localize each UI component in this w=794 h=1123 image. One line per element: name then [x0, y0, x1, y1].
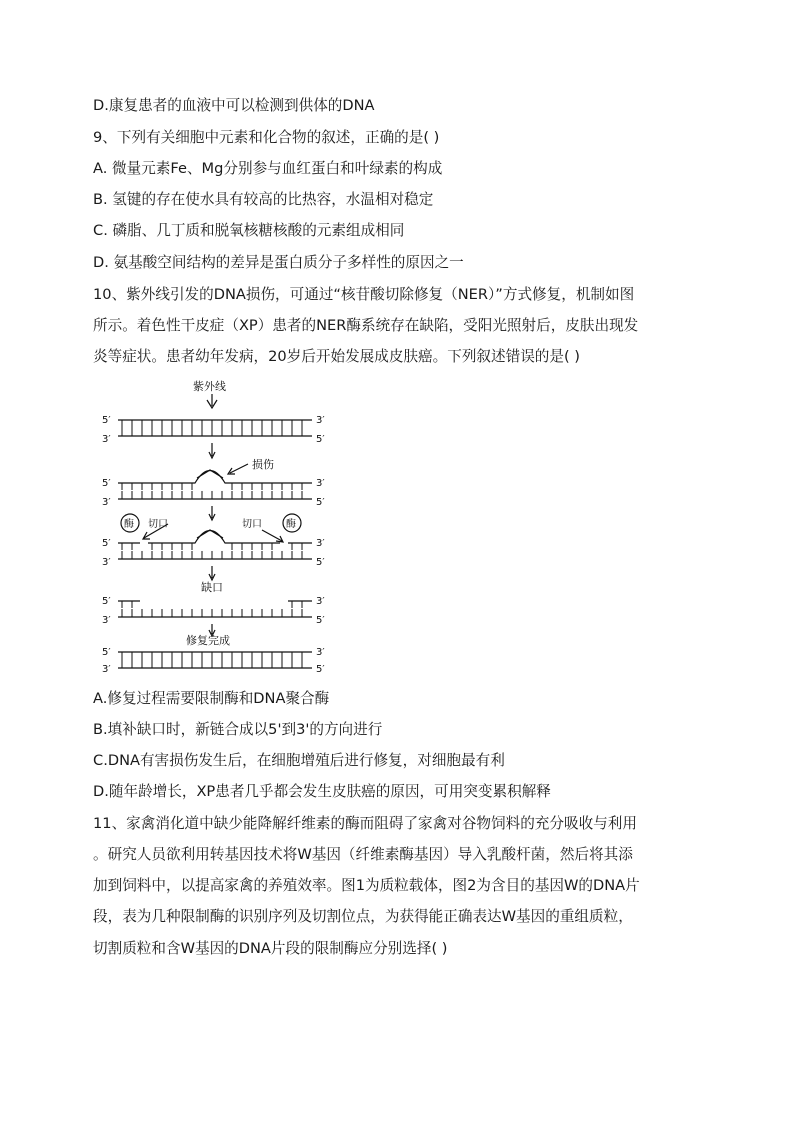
- end-3-label: 3′: [102, 497, 111, 508]
- q9-option-b: B. 氢键的存在使水具有较高的比热容，水温相对稳定: [93, 191, 434, 208]
- end-5-label: 5′: [102, 596, 111, 607]
- ner-repair-diagram: [100, 378, 340, 678]
- q10-stem-line-2: 所示。着色性干皮症（XP）患者的NER酶系统存在缺陷，受阳光照射后，皮肤出现发: [93, 317, 639, 334]
- end-5-label: 5′: [316, 664, 325, 675]
- pointer-arrow-icon: [228, 464, 248, 474]
- q9-stem: 9、下列有关细胞中元素和化合物的叙述，正确的是( ): [93, 129, 440, 146]
- end-5-label: 5′: [102, 647, 111, 658]
- enzyme-label: 酶: [124, 519, 134, 530]
- end-3-label: 3′: [316, 596, 325, 607]
- end-3-label: 3′: [316, 538, 325, 549]
- end-3-label: 3′: [316, 647, 325, 658]
- end-5-label: 5′: [316, 615, 325, 626]
- down-arrow-icon: [209, 566, 215, 580]
- end-5-label: 5′: [316, 497, 325, 508]
- base-pairs: [122, 420, 302, 436]
- uv-label: 紫外线: [193, 380, 226, 393]
- enzyme-label: 酶: [286, 519, 296, 530]
- q9-option-c: C. 磷脂、几丁质和脱氧核糖核酸的元素组成相同: [93, 222, 405, 239]
- q11-stem-line-2: 。研究人员欲利用转基因技术将W基因（纤维素酶基因）导入乳酸杆菌，然后将其添: [93, 846, 633, 863]
- end-5-label: 5′: [102, 415, 111, 426]
- end-5-label: 5′: [316, 434, 325, 445]
- q10-option-b: B.填补缺口时，新链合成以5'到3'的方向进行: [93, 721, 383, 738]
- q10-stem-line-1: 10、紫外线引发的DNA损伤，可通过“核苷酸切除修复（NER）”方式修复，机制如图: [93, 286, 635, 303]
- q10-option-d: D.随年龄增长，XP患者几乎都会发生皮肤癌的原因，可用突变累积解释: [93, 783, 551, 800]
- end-3-label: 3′: [316, 415, 325, 426]
- base-pairs: [122, 652, 302, 668]
- end-3-label: 3′: [102, 557, 111, 568]
- q11-stem-line-4: 段，表为几种限制酶的识别序列及切割位点，为获得能正确表达W基因的重组质粒，: [93, 908, 633, 925]
- q10-option-c: C.DNA有害损伤发生后，在细胞增殖后进行修复，对细胞最有利: [93, 752, 505, 769]
- end-3-label: 3′: [102, 615, 111, 626]
- uv-arrow-icon: [207, 394, 217, 408]
- q11-stem-line-5: 切割质粒和含W基因的DNA片段的限制酶应分别选择( ): [93, 940, 448, 957]
- repair-done-label: 修复完成: [186, 634, 230, 647]
- q10-stem-line-3: 炎等症状。患者幼年发病，20岁后开始发展成皮肤癌。下列叙述错误的是( ): [93, 348, 581, 365]
- down-arrow-icon: [209, 506, 215, 520]
- thymine-dimer: [197, 530, 223, 538]
- end-3-label: 3′: [102, 664, 111, 675]
- q10-option-a: A.修复过程需要限制酶和DNA聚合酶: [93, 690, 330, 707]
- down-arrow-icon: [209, 443, 215, 458]
- end-5-label: 5′: [316, 557, 325, 568]
- q11-stem-line-3: 加到饲料中，以提高家禽的养殖效率。图1为质粒载体，图2为含目的基因W的DNA片: [93, 877, 640, 894]
- q9-option-a: A. 微量元素Fe、Mg分别参与血红蛋白和叶绿素的构成: [93, 160, 443, 177]
- cut-label: 切口: [148, 519, 168, 530]
- end-3-label: 3′: [102, 434, 111, 445]
- base-pairs: [122, 601, 302, 617]
- base-pairs: [122, 543, 302, 559]
- end-5-label: 5′: [102, 538, 111, 549]
- cut-label: 切口: [242, 519, 262, 530]
- q11-stem-line-1: 11、家禽消化道中缺少能降解纤维素的酶而阻碍了家禽对谷物饲料的充分吸收与利用: [93, 815, 637, 832]
- thymine-dimer: [197, 470, 223, 478]
- base-pairs: [122, 483, 302, 499]
- pointer-arrow-icon: [262, 530, 283, 542]
- damage-label: 损伤: [252, 458, 274, 471]
- q8-option-d: D.康复患者的血液中可以检测到供体的DNA: [93, 97, 375, 114]
- q9-option-d: D. 氨基酸空间结构的差异是蛋白质分子多样性的原因之一: [93, 254, 464, 271]
- end-5-label: 5′: [102, 478, 111, 489]
- end-3-label: 3′: [316, 478, 325, 489]
- gap-label: 缺口: [201, 581, 223, 594]
